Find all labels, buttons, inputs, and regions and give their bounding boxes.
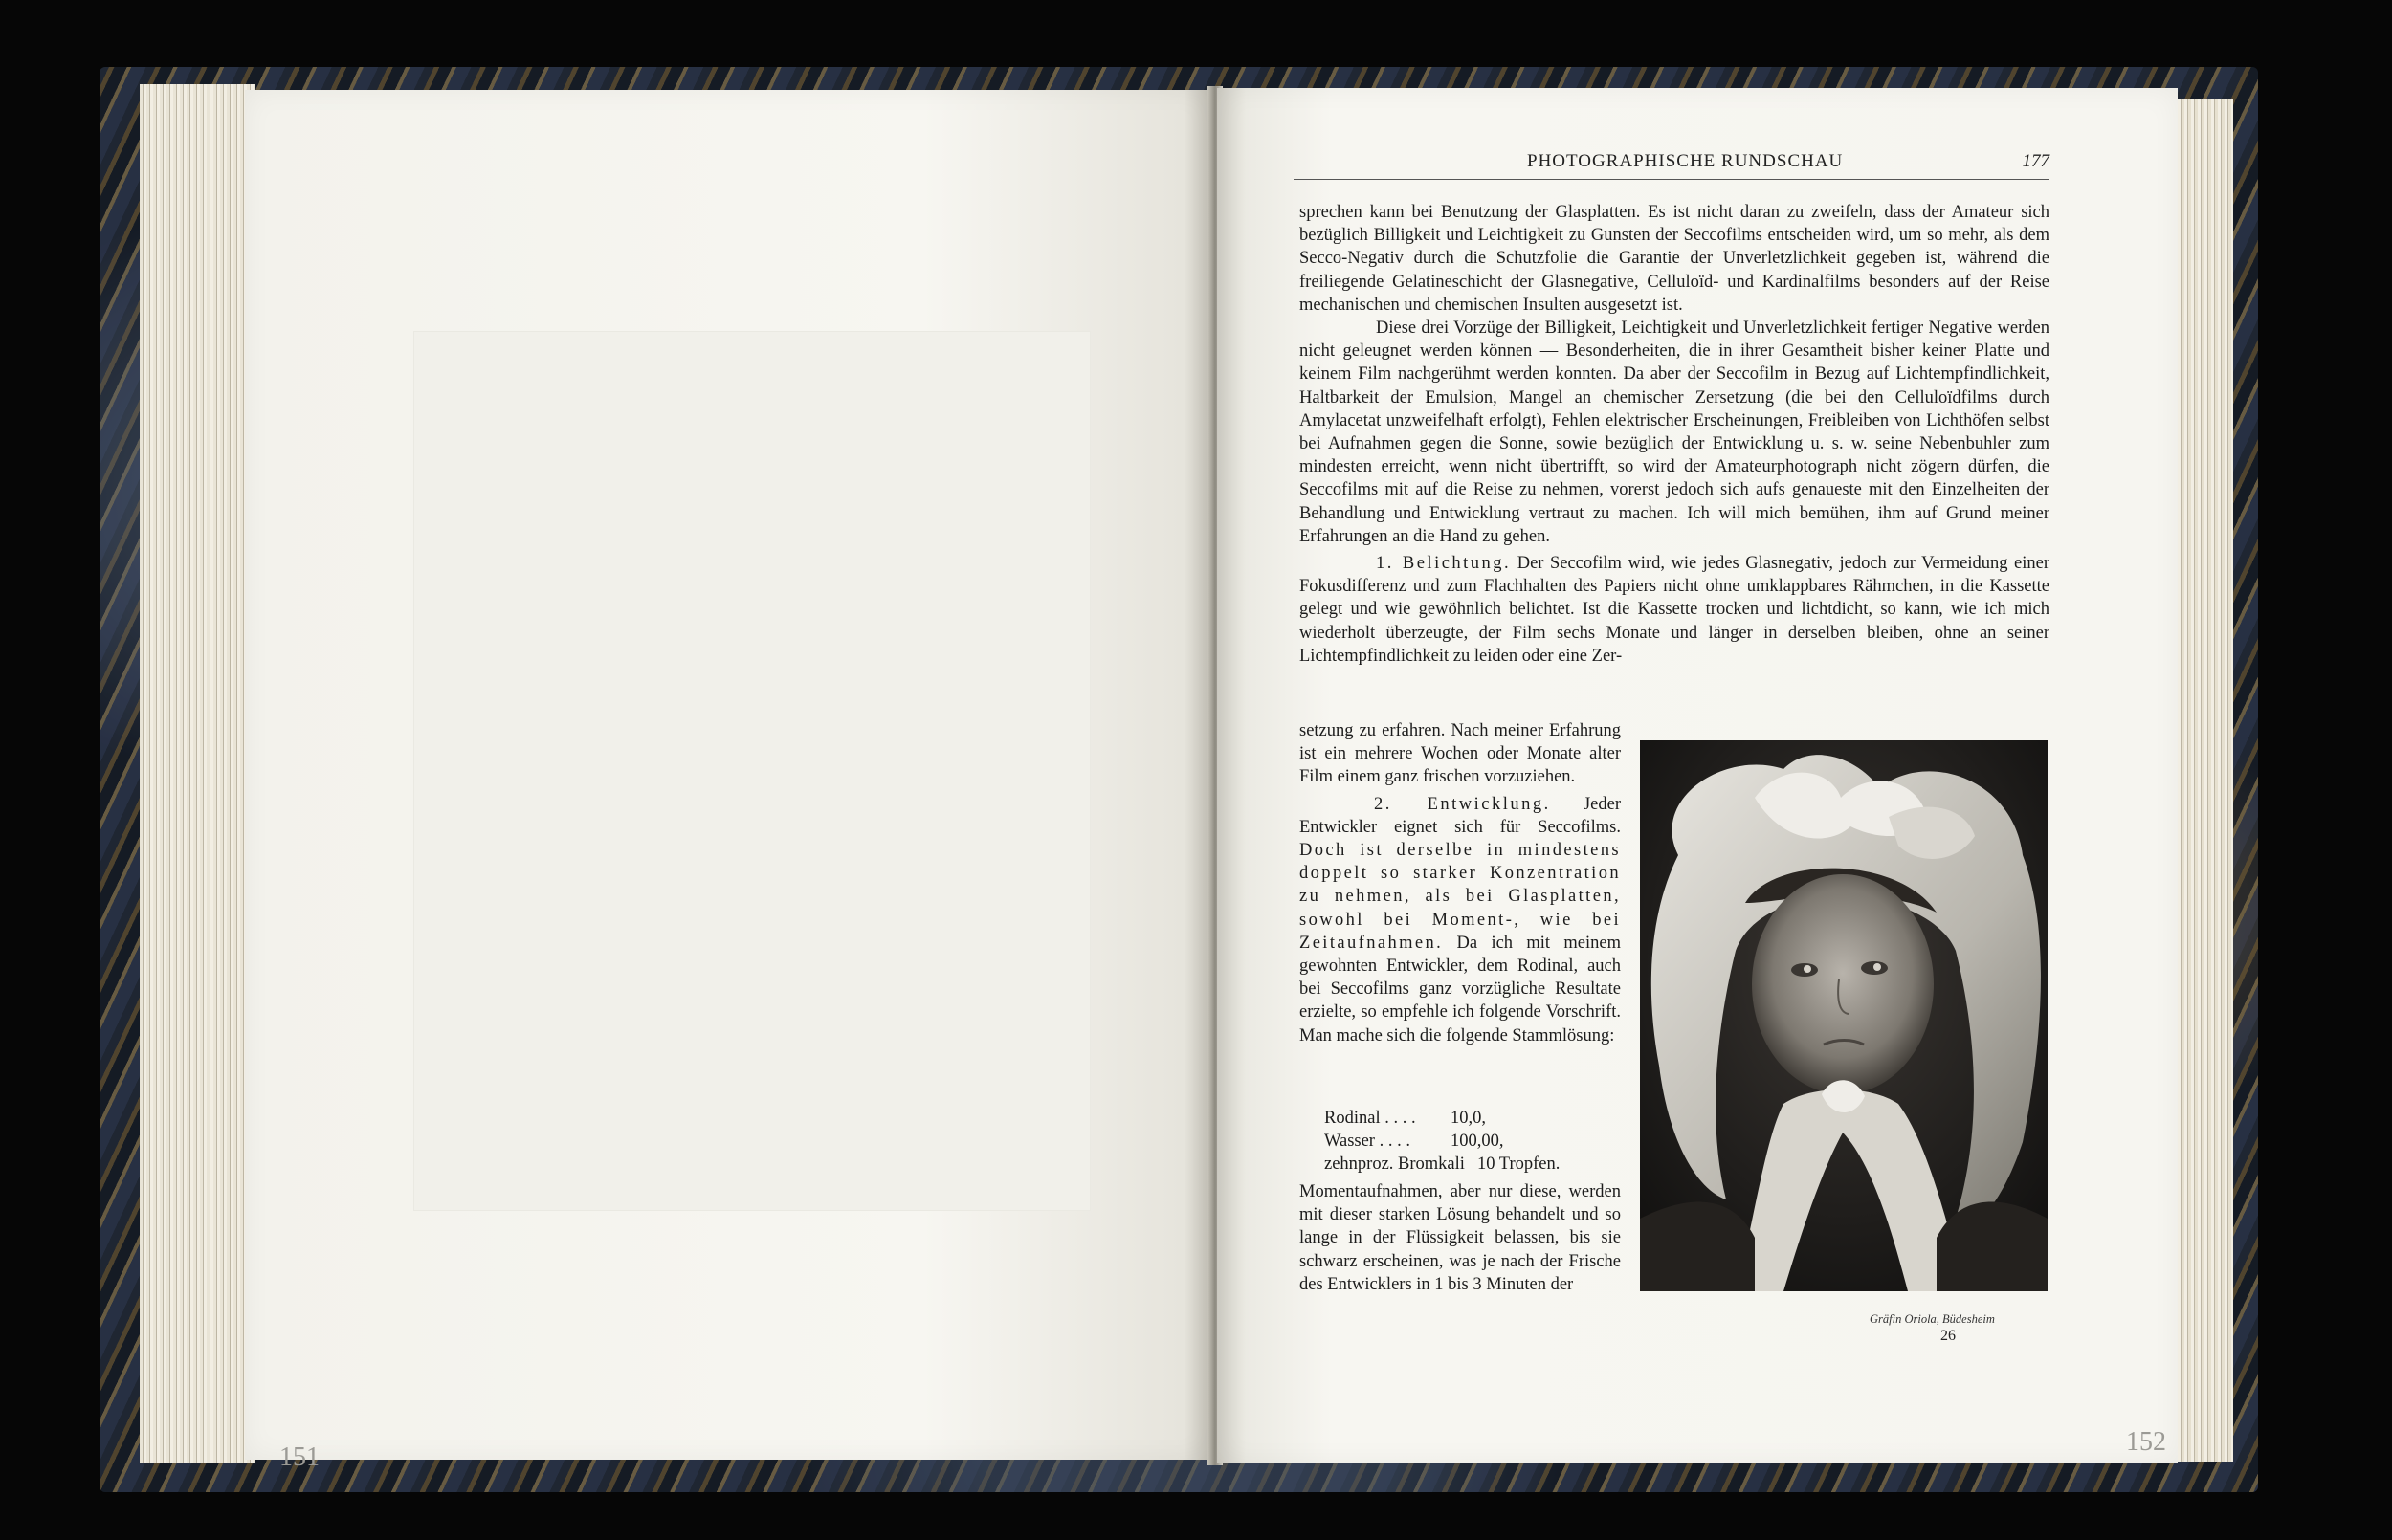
closing-paragraph: Momentaufnahmen, aber nur diese, werden mit dieser starken Lösung behandelt und so lange in der Flüssigkeit belassen, bis sie schwarz erscheinen, was je nach der Frische des Entwicklers in 1 bis 3 Minuten der [1299,1182,1621,1294]
running-head [1294,151,2049,180]
page-block-left [140,84,255,1463]
section-1-tail: setzung zu erfahren. Nach meiner Erfahrung ist ein mehrere Wochen oder Monate alter Film einem ganz frischen vorzuziehen. [1299,721,1621,787]
section-1 [1299,552,2049,668]
right-page-number: 152 [2126,1427,2166,1457]
article-body-top [1299,201,2049,668]
journal-title: PHOTOGRAPHISCHE RUNDSCHAU [1527,151,1844,171]
left-page-number: 151 [279,1442,320,1472]
formula-table [1324,1107,1560,1176]
text-column [1299,719,1621,1047]
plate-number: 26 [1940,1328,1956,1344]
paragraph-1: sprechen kann bei Benutzung der Glasplatten. Es ist nicht daran zu zweifeln, dass der Amateur sich bezüglich Billigkeit und Leichtigkeit zu Gunsten der Seccofilms entscheiden wird, um so mehr, als dem Secco-Negativ durch die Schutzfolie die Garantie der Unverletzlichkeit gegeben ist, während die freiliegende Gelatineschicht der Glasnegative, Celluloïd- und Kardinalfilms besonders auf der Reise mechanischen und chemischen Insulten ausgesetzt ist. [1299,203,2049,315]
section-1-text: Der Seccofilm wird, wie jedes Glasnegativ, jedoch zur Vermeidung einer Fokusdifferenz und zum Flachhalten des Papiers nicht ohne umklappbares Rähmchen, in die Kassette gelegt und wie gewöhnlich belichtet. Ist die Kassette trocken und lichtdicht, so kann, wie ich mich wiederholt überzeugte, der Film sechs Monate und länger in derselben bleiben, ohne an seiner Lichtempfindlichkeit zu leiden oder eine Zer- [1299,554,2050,666]
portrait-photograph [1640,740,2048,1291]
section-1-heading: 1. Belichtung. [1376,554,1512,574]
section-2 [1299,793,1621,1047]
blank-plate-area [413,331,1091,1211]
formula-row: zehnproz. Bromkali 10 Tropfen. [1324,1155,1561,1174]
section-2-heading: 2. Entwicklung. [1374,794,1551,814]
printed-page-number: 177 [2022,151,2049,171]
section-2-text-spaced: Doch ist derselbe in mindestens doppelt so starker Konzentration zu nehmen, als bei Glasplatten, sowohl bei Moment-, wie bei Zeitaufnahmen. [1299,841,1621,953]
paragraph-2: Diese drei Vorzüge der Billigkeit, Leichtigkeit und Unverletzlichkeit fertiger Negative werden nicht geleugnet werden können — Besonderheiten, die in ihrer Gesamtheit bisher keiner Platte und keinem Film nachgerühmt werden konnten. Da aber der Seccofilm in Bezug auf Lichtempfindlichkeit, Haltbarkeit der Emulsion, Mangel an chemischer Zersetzung (die bei den Celluloïdfilms durch Amylacetat unzweifelhaft erfolgt), Fehlen elektrischer Erscheinungen, Freibleiben von Lichthöfen selbst bei Aufnahmen gegen die Sonne, sowie bezüglich der Entwicklung u. s. w. seine Nebenbuhler zum mindesten erreicht, wenn nicht übertrifft, so wird der Amateurphotograph nicht zögern dürfen, die Seccofilms mit auf die Reise zu nehmen, vorerst jedoch sich aufs genaueste mit den Einzelheiten der Behandlung und Entwicklung vertraut zu machen. Ich will mich bemühen, ihm auf Grund meiner Erfahrungen an die Hand zu gehen. [1299,319,2049,546]
closing-column [1299,1180,1621,1296]
portrait-image [1640,740,2048,1291]
section-2-text-a: Jeder Entwickler eignet sich für Seccofilms. [1299,794,1621,837]
section-2-text-b: Da ich mit meinem gewohnten Entwickler, dem Rodinal, auch bei Seccofilms ganz vorzügliche Resultate erzielte, so empfehle ich folgende Vorschrift. Man mache sich die folgende Stammlösung: [1299,933,1622,1045]
formula-row: Rodinal . . . . 10,0, [1324,1109,1486,1128]
formula-row: Wasser . . . . 100,00, [1324,1132,1504,1151]
photo-caption: Gräfin Oriola, Büdesheim [1870,1312,1995,1326]
